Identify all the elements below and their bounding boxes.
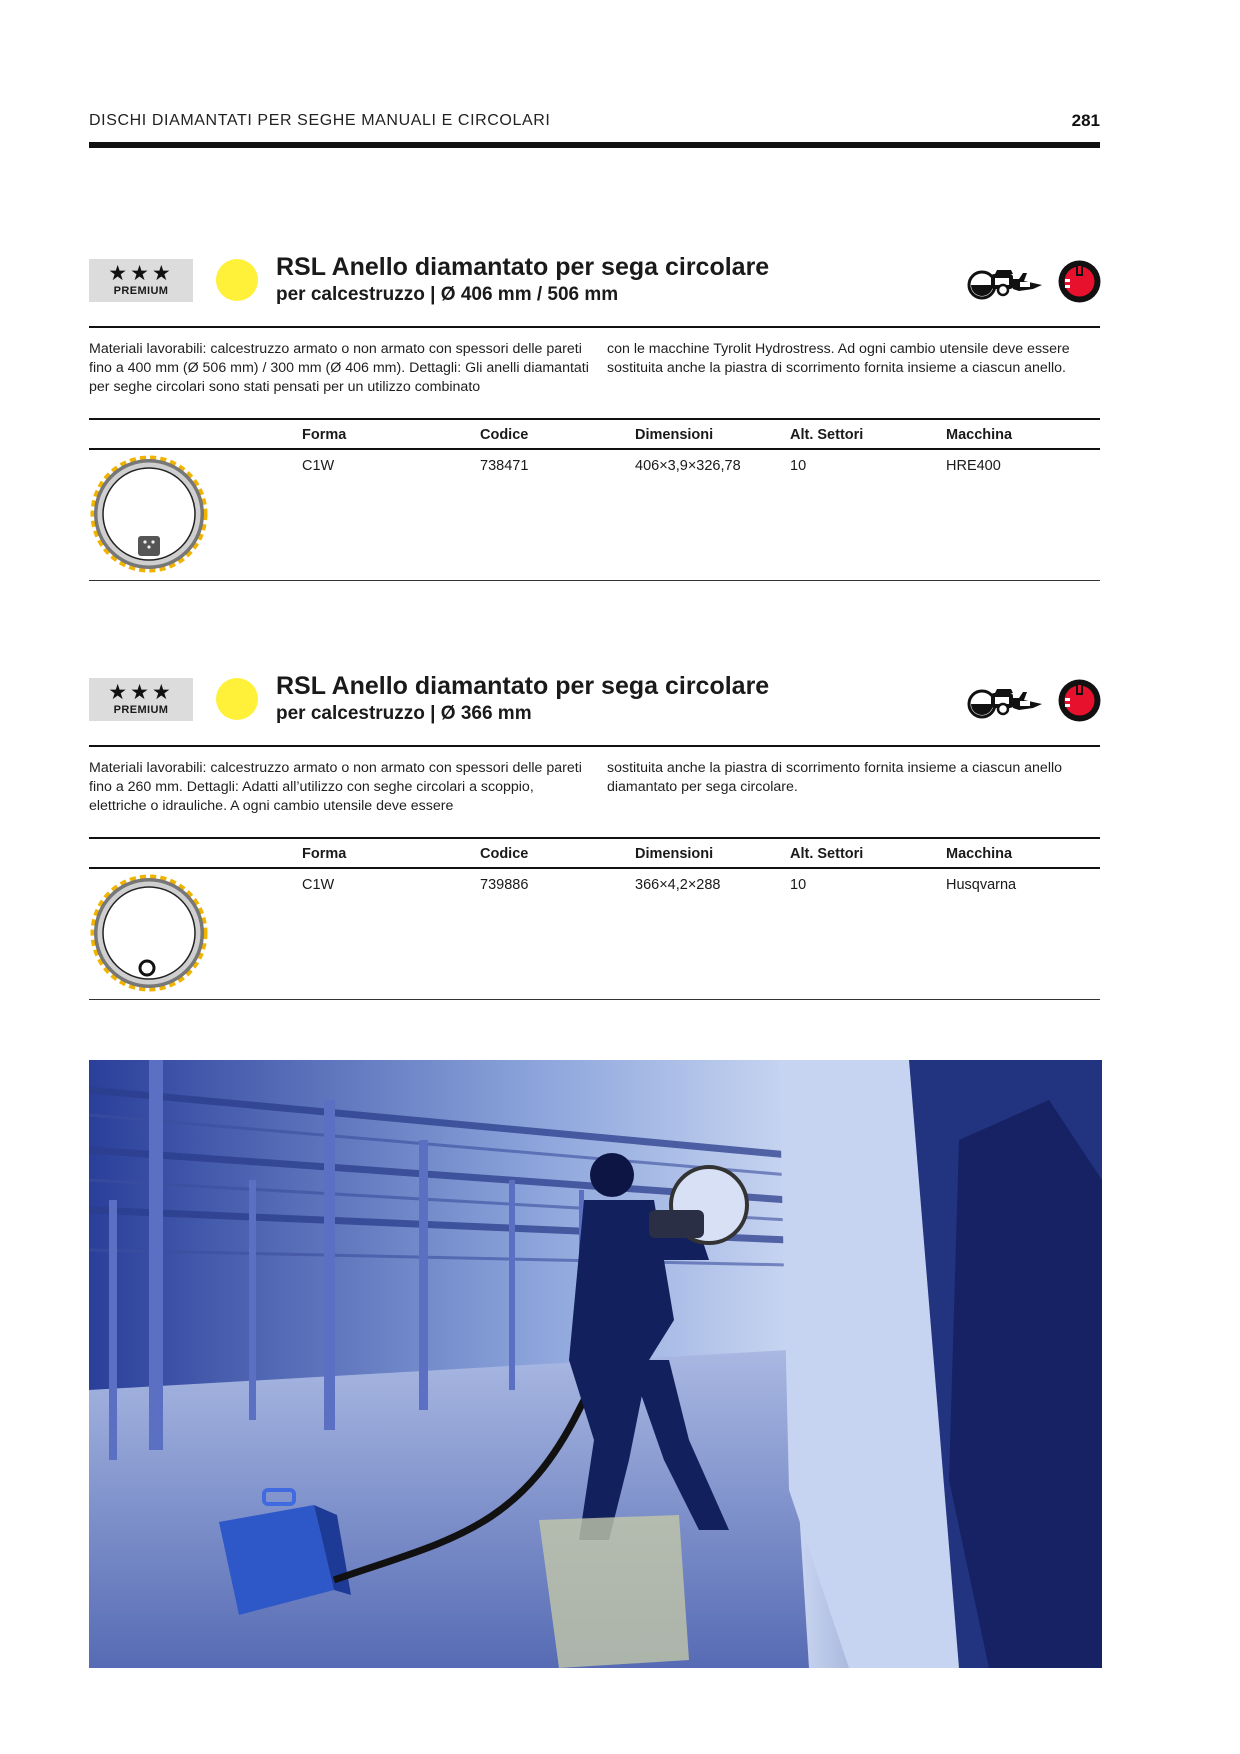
column-header-dimensioni: Dimensioni	[635, 427, 714, 443]
column-header-forma: Forma	[302, 427, 347, 443]
stop-button-icon	[1058, 260, 1101, 303]
table-row	[89, 869, 1100, 1000]
column-header-alt-settori: Alt. Settori	[790, 427, 864, 443]
column-header-codice: Codice	[480, 846, 529, 862]
worksite-photo	[89, 1060, 1102, 1668]
page-number: 281	[1071, 111, 1100, 130]
cell-forma: C1W	[302, 877, 335, 893]
product-subtitle: per calcestruzzo | Ø 366 mm	[276, 703, 532, 724]
cell-forma: C1W	[302, 458, 335, 474]
page-header	[89, 112, 1100, 150]
diamond-ring-image	[89, 454, 209, 574]
cell-alt-settori: 10	[790, 458, 807, 474]
premium-badge	[89, 259, 193, 302]
description-right: sostituita anche la piastra di scorrimento fornita insieme a ciascun anello diamantato per sega circolare.	[607, 760, 1063, 796]
cell-alt-settori: 10	[790, 877, 807, 893]
product-title: RSL Anello diamantato per sega circolare	[276, 253, 770, 281]
description-left: Materiali lavorabili: calcestruzzo armato o non armato con spessori delle pareti fino a 260 mm. Dettagli: Adatti all’utilizzo con seghe circolari a scoppio, elettriche o idrauliche. A ogni cambio utensile deve essere	[89, 760, 582, 815]
table-row	[89, 450, 1100, 581]
cell-macchina: Husqvarna	[946, 877, 1017, 893]
concrete-material-icon	[216, 678, 258, 720]
diamond-ring-image	[89, 873, 209, 993]
section-title: DISCHI DIAMANTATI PER SEGHE MANUALI E CIRCOLARI	[89, 112, 551, 129]
column-header-codice: Codice	[480, 427, 529, 443]
product-title: RSL Anello diamantato per sega circolare	[276, 672, 770, 700]
column-header-macchina: Macchina	[946, 846, 1013, 862]
description-left: Materiali lavorabili: calcestruzzo armato o non armato con spessori delle pareti fino a 400 mm (Ø 506 mm) / 300 mm (Ø 406 mm). Dettagli: Gli anelli diamantati per seghe circolari sono stati pensati per un utilizzo combinato	[89, 341, 589, 396]
rating-stars: ★★★	[108, 681, 174, 704]
badge-label: PREMIUM	[113, 704, 169, 716]
column-header-forma: Forma	[302, 846, 347, 862]
spec-table	[89, 418, 1100, 581]
cut-off-saw-icon	[967, 264, 1043, 302]
table-header	[89, 837, 1100, 869]
column-header-dimensioni: Dimensioni	[635, 846, 714, 862]
concrete-material-icon	[216, 259, 258, 301]
cell-codice: 739886	[480, 877, 529, 893]
spec-table	[89, 837, 1100, 1000]
description-right: con le macchine Tyrolit Hydrostress. Ad ogni cambio utensile deve essere sostituita anche la piastra di scorrimento fornita insieme a ciascun anello.	[607, 341, 1070, 377]
cell-dimensioni: 406×3,9×326,78	[635, 458, 741, 474]
rating-stars: ★★★	[108, 262, 174, 285]
column-header-alt-settori: Alt. Settori	[790, 846, 864, 862]
cell-macchina: HRE400	[946, 458, 1001, 474]
title-divider	[89, 745, 1100, 747]
table-header	[89, 418, 1100, 450]
premium-badge	[89, 678, 193, 721]
product-subtitle: per calcestruzzo | Ø 406 mm / 506 mm	[276, 284, 619, 305]
badge-label: PREMIUM	[113, 285, 169, 297]
stop-button-icon	[1058, 679, 1101, 722]
cell-dimensioni: 366×4,2×288	[635, 877, 721, 893]
cell-codice: 738471	[480, 458, 529, 474]
column-header-macchina: Macchina	[946, 427, 1013, 443]
header-rule	[89, 142, 1100, 148]
cut-off-saw-icon	[967, 683, 1043, 721]
title-divider	[89, 326, 1100, 328]
